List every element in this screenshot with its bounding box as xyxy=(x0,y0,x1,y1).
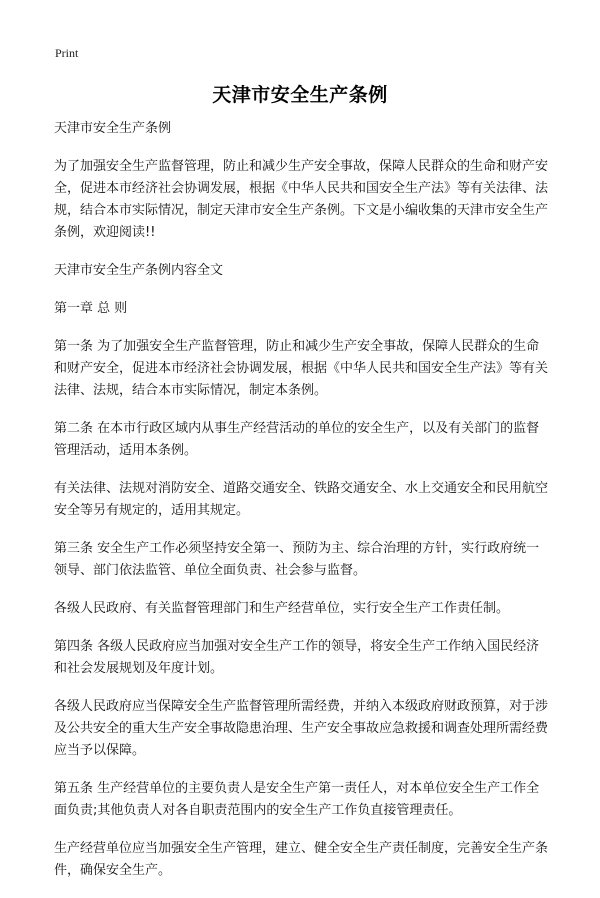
article-5: 第五条 生产经营单位的主要负责人是安全生产第一责任人，对本单位安全生产工作全面负责;其他负责人对各自职责范围内的安全生产工作负直接管理责任。 xyxy=(54,781,540,818)
paragraph-intro: 为了加强安全生产监督管理，防止和减少生产安全事故，保障人民群众的生命和财产安全，促进本市经济社会协调发展，根据《中华人民共和国安全生产法》等有关法律、法规，结合本市实际情况，制定天津市安全生产条例。下文是小编收集的天津市安全生产条例，欢迎阅读!! xyxy=(54,159,549,240)
article-4: 第四条 各级人民政府应当加强对安全生产工作的领导，将安全生产工作纳入国民经济和社会发展规划及年度计划。 xyxy=(54,639,540,676)
article-3: 第三条 安全生产工作必须坚持安全第一、预防为主、综合治理的方针，实行政府统一领导、部门依法监管、单位全面负责、社会参与监督。 xyxy=(54,541,540,578)
paragraph-fulltext-heading: 天津市安全生产条例内容全文 xyxy=(54,263,224,278)
print-label: Print xyxy=(55,46,79,60)
article-4-clause: 各级人民政府应当保障安全生产监督管理所需经费，并纳入本级政府财政预算，对于涉及公共安全的重大生产安全事故隐患治理、生产安全事故应急救援和调查处理所需经费应当予以保障。 xyxy=(54,699,549,758)
chapter-heading: 第一章 总 则 xyxy=(54,301,128,316)
article-3-clause: 各级人民政府、有关监督管理部门和生产经营单位，实行安全生产工作责任制。 xyxy=(54,601,510,616)
article-2: 第二条 在本市行政区域内从事生产经营活动的单位的安全生产，以及有关部门的监督管理活动，适用本条例。 xyxy=(54,421,540,458)
article-5-clause: 生产经营单位应当加强安全生产管理，建立、健全安全生产责任制度，完善安全生产条件，确保安全生产。 xyxy=(54,841,549,878)
document-title: 天津市安全生产条例 xyxy=(212,84,388,106)
paragraph-subtitle: 天津市安全生产条例 xyxy=(54,121,172,136)
article-1: 第一条 为了加强安全生产监督管理，防止和减少生产安全事故，保障人民群众的生命和财产安全，促进本市经济社会协调发展，根据《中华人民共和国安全生产法》等有关法律、法规，结合本市实际情况，制定本条例。 xyxy=(54,339,549,398)
article-2-clause: 有关法律、法规对消防安全、道路交通安全、铁路交通安全、水上交通安全和民用航空安全等另有规定的，适用其规定。 xyxy=(54,481,549,518)
document-body xyxy=(54,118,551,898)
